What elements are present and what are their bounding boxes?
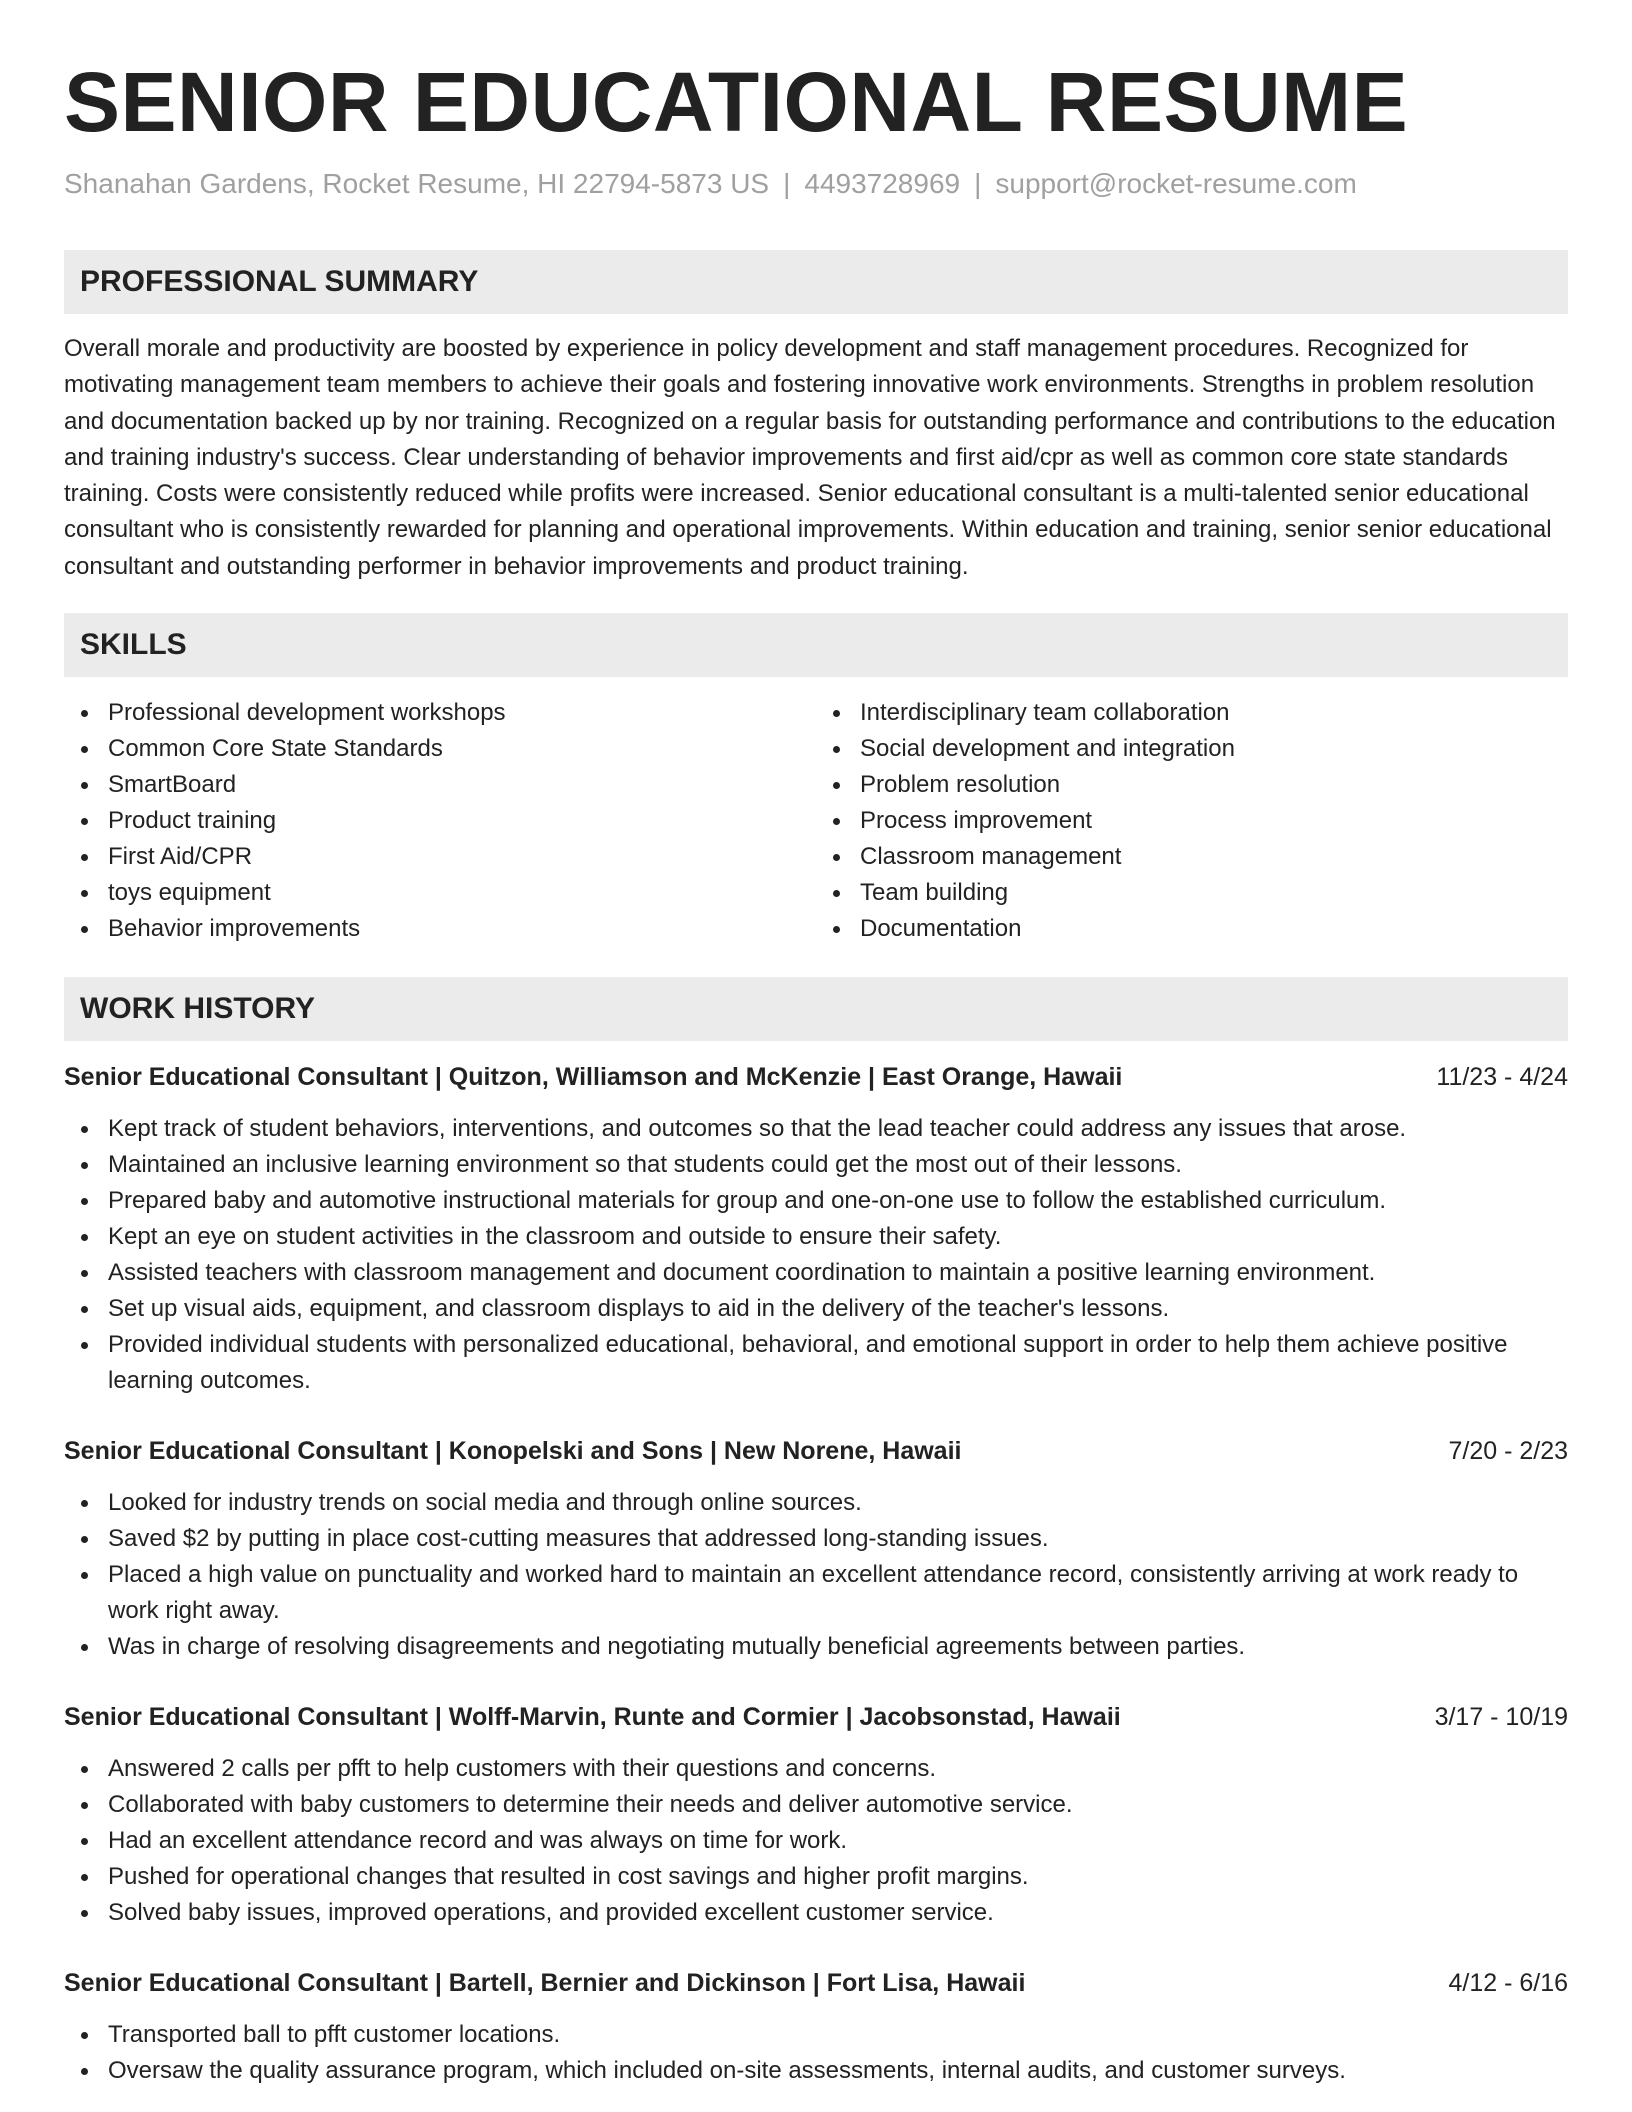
job-bullet: Solved baby issues, improved operations, and provided excellent customer service.	[64, 1895, 1568, 1931]
skill-item: Interdisciplinary team collaboration	[816, 695, 1568, 731]
skill-item: Common Core State Standards	[64, 731, 816, 767]
job-title: Senior Educational Consultant | Bartell, Bernier and Dickinson | Fort Lisa, Hawaii	[64, 1969, 1026, 1998]
skills-column-right	[816, 695, 1568, 947]
resume-title: SENIOR EDUCATIONAL RESUME	[64, 55, 1409, 149]
skill-item: Team building	[816, 875, 1568, 911]
job-bullets	[64, 1111, 1568, 1399]
job-entry	[64, 1059, 1568, 1399]
contact-email: support@rocket-resume.com	[995, 168, 1357, 199]
job-bullet: Set up visual aids, equipment, and classroom displays to aid in the delivery of the teacher's lessons.	[64, 1291, 1568, 1327]
job-bullet: Was in charge of resolving disagreements and negotiating mutually beneficial agreements between parties.	[64, 1629, 1568, 1665]
job-bullet: Saved $2 by putting in place cost-cutting measures that addressed long-standing issues.	[64, 1521, 1568, 1557]
job-bullet: Prepared baby and automotive instructional materials for group and one-on-one use to follow the established curriculum.	[64, 1183, 1568, 1219]
skill-item: Professional development workshops	[64, 695, 816, 731]
skill-item: Behavior improvements	[64, 911, 816, 947]
skill-item: Social development and integration	[816, 731, 1568, 767]
job-bullet: Placed a high value on punctuality and worked hard to maintain an excellent attendance record, consistently arriving at work ready to work right away.	[64, 1557, 1568, 1629]
job-bullet: Looked for industry trends on social media and through online sources.	[64, 1485, 1568, 1521]
job-header	[64, 1433, 1568, 1469]
job-dates: 3/17 - 10/19	[1434, 1703, 1568, 1732]
job-dates: 11/23 - 4/24	[1436, 1063, 1568, 1092]
job-bullet: Maintained an inclusive learning environment so that students could get the most out of their lessons.	[64, 1147, 1568, 1183]
job-entry	[64, 1433, 1568, 1665]
job-bullet: Had an excellent attendance record and was always on time for work.	[64, 1823, 1568, 1859]
job-bullet: Transported ball to pfft customer locations.	[64, 2017, 1568, 2053]
job-bullet: Answered 2 calls per pfft to help customers with their questions and concerns.	[64, 1751, 1568, 1787]
job-bullet: Kept track of student behaviors, interventions, and outcomes so that the lead teacher could address any issues that arose.	[64, 1111, 1568, 1147]
skills-list	[64, 695, 1568, 947]
contact-address: Shanahan Gardens, Rocket Resume, HI 22794-5873 US	[64, 168, 770, 199]
job-header	[64, 1059, 1568, 1095]
skills-heading: SKILLS	[64, 613, 1568, 677]
skill-item: toys equipment	[64, 875, 816, 911]
job-title: Senior Educational Consultant | Wolff-Marvin, Runte and Cormier | Jacobsonstad, Hawaii	[64, 1703, 1121, 1732]
work-history-heading: WORK HISTORY	[64, 977, 1568, 1041]
skill-item: Problem resolution	[816, 767, 1568, 803]
skills-column-left	[64, 695, 816, 947]
job-bullets	[64, 1485, 1568, 1665]
job-bullet: Provided individual students with personalized educational, behavioral, and emotional support in order to help them achieve positive learning outcomes.	[64, 1327, 1568, 1399]
skill-item: Documentation	[816, 911, 1568, 947]
contact-separator: |	[974, 168, 982, 199]
job-bullets	[64, 1751, 1568, 1931]
job-bullet: Collaborated with baby customers to determine their needs and deliver automotive service.	[64, 1787, 1568, 1823]
job-dates: 4/12 - 6/16	[1448, 1969, 1568, 1998]
job-bullet: Kept an eye on student activities in the classroom and outside to ensure their safety.	[64, 1219, 1568, 1255]
job-entry	[64, 1965, 1568, 2089]
job-bullet: Assisted teachers with classroom management and document coordination to maintain a positive learning environment.	[64, 1255, 1568, 1291]
contact-phone: 4493728969	[804, 168, 961, 199]
skill-item: First Aid/CPR	[64, 839, 816, 875]
job-title: Senior Educational Consultant | Konopelski and Sons | New Norene, Hawaii	[64, 1437, 962, 1466]
skill-item: Process improvement	[816, 803, 1568, 839]
skill-item: Product training	[64, 803, 816, 839]
summary-heading: PROFESSIONAL SUMMARY	[64, 250, 1568, 314]
contact-line	[64, 166, 1568, 202]
contact-separator: |	[783, 168, 791, 199]
summary-text: Overall morale and productivity are boosted by experience in policy development and staff management procedures. Recognized for motivating management team members to achieve their goals and fostering innovative work environments. Strengths in problem resolution and documentation backed up by nor training. Recognized on a regular basis for outstanding performance and contributions to the education and training industry's success. Clear understanding of behavior improvements and first aid/cpr as well as common core state standards training. Costs were consistently reduced while profits were increased. Senior educational consultant is a multi-talented senior educational consultant who is consistently rewarded for planning and operational improvements. Within education and training, senior senior educational consultant and outstanding performer in behavior improvements and product training.	[64, 335, 1556, 580]
job-title: Senior Educational Consultant | Quitzon, Williamson and McKenzie | East Orange, Hawaii	[64, 1063, 1123, 1092]
job-entry	[64, 1699, 1568, 1931]
job-dates: 7/20 - 2/23	[1448, 1437, 1568, 1466]
skill-item: SmartBoard	[64, 767, 816, 803]
job-bullet: Oversaw the quality assurance program, which included on-site assessments, internal audits, and customer surveys.	[64, 2053, 1568, 2089]
job-header	[64, 1965, 1568, 2001]
job-bullet: Pushed for operational changes that resulted in cost savings and higher profit margins.	[64, 1859, 1568, 1895]
skill-item: Classroom management	[816, 839, 1568, 875]
job-bullets	[64, 2017, 1568, 2089]
job-header	[64, 1699, 1568, 1735]
